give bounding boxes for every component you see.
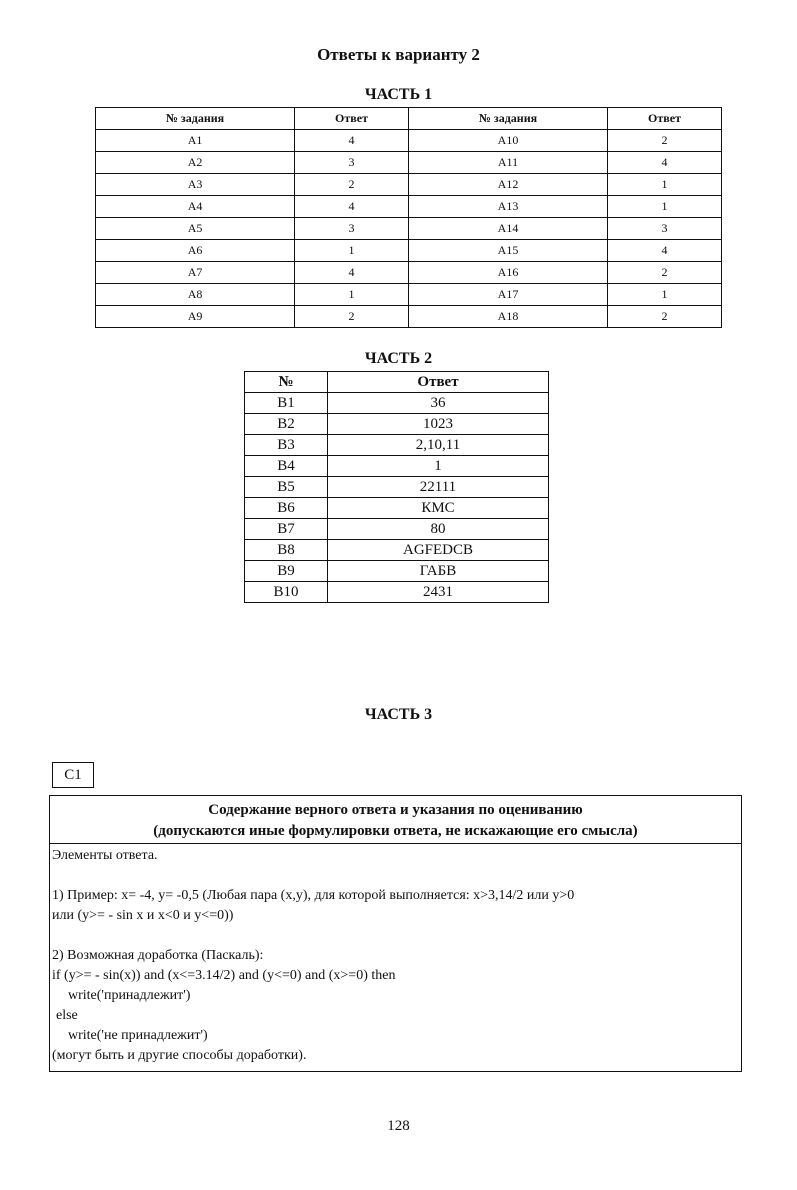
code-line: write('не принадлежит') [68, 1028, 208, 1043]
table-cell: A8 [96, 284, 295, 306]
column-header: Ответ [328, 372, 549, 393]
table-cell: B3 [245, 435, 328, 456]
table-row [96, 240, 722, 262]
table-row [245, 498, 549, 519]
table-cell: 36 [328, 393, 549, 414]
table-row [245, 582, 549, 603]
table-row [96, 196, 722, 218]
table-cell: 2,10,11 [328, 435, 549, 456]
table-row [96, 262, 722, 284]
table-row [245, 414, 549, 435]
c1-box-body [50, 844, 741, 1068]
code-line: else [56, 1008, 78, 1023]
table-cell: A9 [96, 306, 295, 328]
table-cell: 3 [295, 152, 409, 174]
column-header: Ответ [295, 108, 409, 130]
table-row [96, 130, 722, 152]
table-cell: 1 [295, 284, 409, 306]
table-row [245, 393, 549, 414]
table-cell: 4 [295, 262, 409, 284]
table-cell: 2 [608, 306, 722, 328]
table-cell: B2 [245, 414, 328, 435]
c1-header-line: Содержание верного ответа и указания по оцениванию [208, 802, 583, 818]
table-cell: A10 [408, 130, 607, 152]
column-header: № задания [96, 108, 295, 130]
table-cell: 2 [608, 262, 722, 284]
fix-title-line: 2) Возможная доработка (Паскаль): [52, 948, 264, 963]
page-title: Ответы к варианту 2 [317, 45, 480, 64]
table-cell: AGFEDCB [328, 540, 549, 561]
column-header: № задания [408, 108, 607, 130]
table-row [245, 519, 549, 540]
table-row [245, 456, 549, 477]
table-cell: 1 [328, 456, 549, 477]
table-row [96, 152, 722, 174]
c1-box-header [50, 796, 741, 844]
table-header-row [245, 372, 549, 393]
table-cell: 2431 [328, 582, 549, 603]
table-cell: КМС [328, 498, 549, 519]
part3-heading: ЧАСТЬ 3 [364, 706, 433, 723]
example-line: 1) Пример: x= -4, y= -0,5 (Любая пара (x,y), для которой выполняется: x>3,14/2 или y>0 [52, 888, 575, 903]
table-cell: 22111 [328, 477, 549, 498]
table-cell: 2 [295, 174, 409, 196]
table-cell: A16 [408, 262, 607, 284]
table-cell: 1 [295, 240, 409, 262]
table-cell: B7 [245, 519, 328, 540]
table-cell: A18 [408, 306, 607, 328]
table-cell: 3 [295, 218, 409, 240]
table-cell: B6 [245, 498, 328, 519]
table-row [96, 218, 722, 240]
code-line: write('принадлежит') [68, 988, 191, 1003]
note-line: (могут быть и другие способы доработки). [52, 1048, 307, 1063]
table-cell: 80 [328, 519, 549, 540]
table-cell: 1 [608, 196, 722, 218]
table-cell: 1 [608, 284, 722, 306]
table-cell: B9 [245, 561, 328, 582]
task-c1-label: C1 [52, 762, 94, 788]
table-cell: B1 [245, 393, 328, 414]
table-row [96, 284, 722, 306]
table-cell: 4 [295, 196, 409, 218]
table-cell: A13 [408, 196, 607, 218]
table-cell: 1 [608, 174, 722, 196]
table-cell: B5 [245, 477, 328, 498]
part2-heading: ЧАСТЬ 2 [364, 350, 433, 367]
part2-answers-table [244, 371, 549, 603]
column-header: № [245, 372, 328, 393]
table-cell: B4 [245, 456, 328, 477]
table-header-row [96, 108, 722, 130]
table-cell: A6 [96, 240, 295, 262]
table-cell: 4 [608, 240, 722, 262]
table-row [245, 435, 549, 456]
table-cell: A11 [408, 152, 607, 174]
page-number: 128 [387, 1118, 410, 1134]
table-row [245, 561, 549, 582]
table-cell: 2 [608, 130, 722, 152]
table-cell: A2 [96, 152, 295, 174]
table-cell: A4 [96, 196, 295, 218]
table-cell: ГАБВ [328, 561, 549, 582]
table-cell: A5 [96, 218, 295, 240]
table-cell: 3 [608, 218, 722, 240]
table-row [245, 540, 549, 561]
table-cell: 4 [295, 130, 409, 152]
part1-answers-table [95, 107, 722, 328]
table-cell: B8 [245, 540, 328, 561]
table-cell: 4 [608, 152, 722, 174]
table-cell: B10 [245, 582, 328, 603]
table-cell: A17 [408, 284, 607, 306]
table-cell: 2 [295, 306, 409, 328]
table-cell: A1 [96, 130, 295, 152]
c1-answer-box [49, 795, 742, 1072]
table-row [96, 306, 722, 328]
part1-heading: ЧАСТЬ 1 [364, 86, 433, 103]
table-row [96, 174, 722, 196]
table-cell: A7 [96, 262, 295, 284]
answer-elements-line: Элементы ответа. [52, 848, 158, 863]
table-cell: A14 [408, 218, 607, 240]
table-cell: A3 [96, 174, 295, 196]
table-row [245, 477, 549, 498]
code-line: if (y>= - sin(x)) and (x<=3.14/2) and (y<=0) and (x>=0) then [52, 968, 396, 983]
table-cell: 1023 [328, 414, 549, 435]
c1-header-line: (допускаются иные формулировки ответа, не искажающие его смысла) [153, 823, 638, 839]
example-line: или (y>= - sin x и x<0 и y<=0)) [52, 908, 234, 923]
table-cell: A15 [408, 240, 607, 262]
table-cell: A12 [408, 174, 607, 196]
column-header: Ответ [608, 108, 722, 130]
